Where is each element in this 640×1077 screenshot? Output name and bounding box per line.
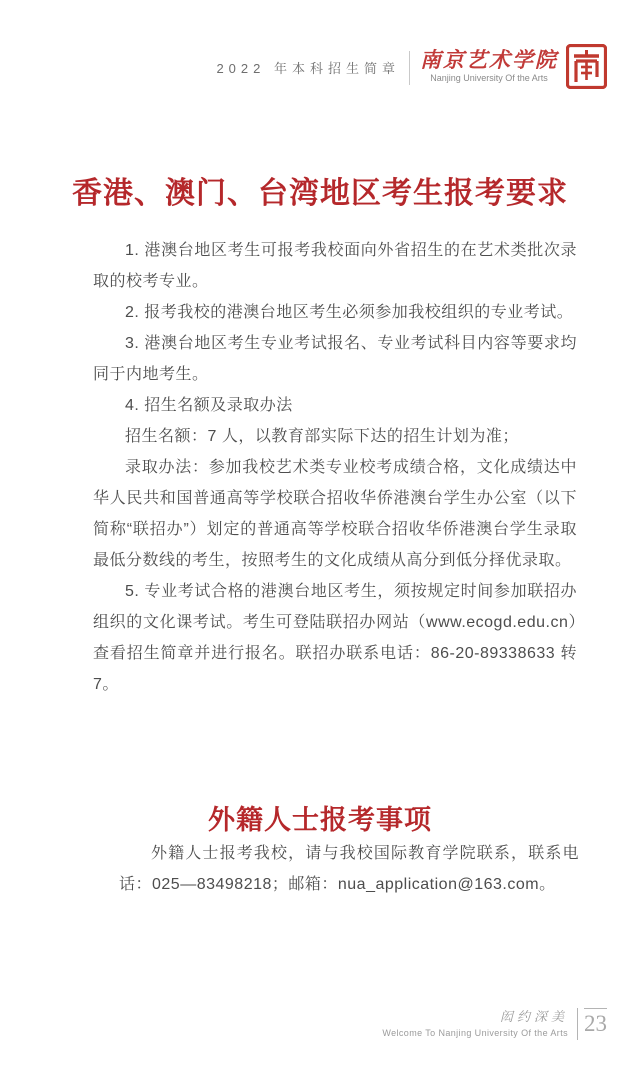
paragraph-foreign-contact: 外籍人士报考我校，请与我校国际教育学院联系，联系电话：025—83498218；邮箱：nua_application@163.com。	[119, 845, 579, 893]
section-title-hmt-applicants: 香港、澳门、台湾地区考生报考要求	[72, 177, 568, 211]
paragraph-quota: 招生名额：7 人，以教育部实际下达的招生计划为准；	[125, 428, 519, 445]
university-name-english: Nanjing University Of the Arts	[430, 72, 548, 83]
university-seal-icon	[566, 44, 607, 89]
paragraph-4: 4. 招生名额及录取办法	[125, 397, 293, 414]
paragraph-1: 1. 港澳台地区考生可报考我校面向外省招生的在艺术类批次录取的校考专业。	[93, 242, 577, 290]
paragraph-admission-method: 录取办法：参加我校艺术类专业校考成绩合格，文化成绩达中华人民共和国普通高等学校联合招收华侨港澳台学生办公室（以下简称“联招办”）划定的普通高等学校联合招收华侨港澳台学生录取最低分数线的考生，按照考生的文化成绩从高分到低分择优录取。	[93, 459, 577, 569]
page-number-block	[577, 1008, 607, 1040]
footer-welcome-text: Welcome To Nanjing University Of the Arts	[382, 1027, 568, 1038]
paragraph-5: 5. 专业考试合格的港澳台地区考生，须按规定时间参加联招办组织的文化课考试。考生可登陆联招办网站（www.ecogd.edu.cn）查看招生简章并进行报名。联招办联系电话：86-20-89338633 转 7。	[93, 583, 577, 693]
page-header	[216, 32, 607, 89]
section-body-foreign	[119, 838, 579, 900]
university-logo	[420, 39, 558, 83]
university-motto: 闳约深美	[499, 1009, 568, 1025]
document-title: 2022 年本科招生简章	[216, 61, 400, 76]
header-divider	[409, 51, 410, 85]
page-footer	[382, 1008, 607, 1040]
section-body-hmt	[93, 235, 577, 700]
section-title-foreign-applicants: 外籍人士报考事项	[208, 805, 432, 836]
page-number: 23	[584, 1008, 607, 1037]
paragraph-3: 3. 港澳台地区考生专业考试报名、专业考试科目内容等要求均同于内地考生。	[93, 335, 577, 383]
paragraph-2: 2. 报考我校的港澳台地区考生必须参加我校组织的专业考试。	[125, 304, 574, 321]
university-name-chinese: 南京艺术学院	[420, 46, 558, 72]
footer-text	[382, 1011, 568, 1038]
